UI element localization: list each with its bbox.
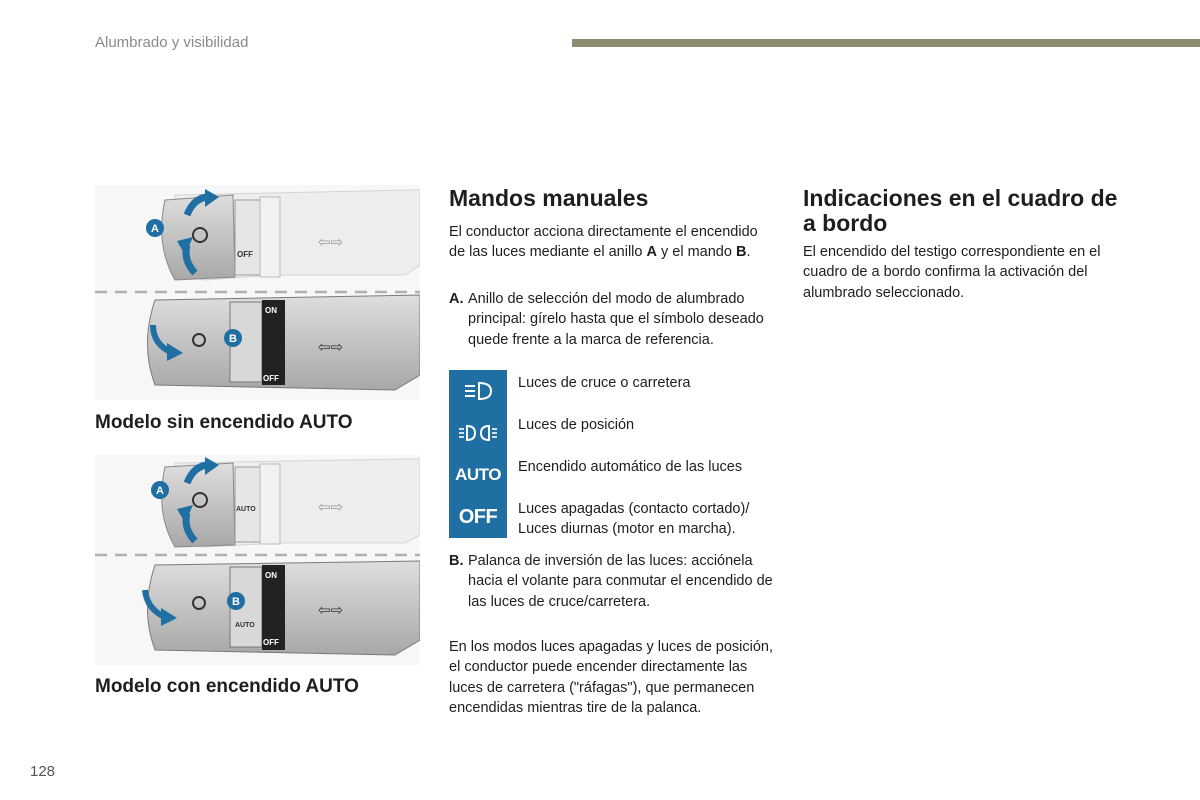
legend-row-off [449,496,763,540]
legend-text-off: Luces apagadas (contacto cortado)/ Luces diurnas (motor en marcha). [518,501,750,538]
off-icon [449,496,507,538]
legend-row-dipped-main [449,370,768,412]
callout-a-label: A [156,485,164,497]
svg-text:⇦⇨: ⇦⇨ [318,601,344,619]
figure-stalk-with-auto [95,455,420,665]
intro-text-3: . [746,244,751,261]
legend-text-dipped-main: Luces de cruce o carretera [518,375,691,391]
svg-text:⇦⇨: ⇦⇨ [318,338,344,356]
intro-text-1: El conductor acciona directamente el encendido de las luces mediante el anillo [449,224,758,261]
figure-stalk-without-auto [95,185,420,400]
switch-off-label: OFF [263,374,279,383]
footer-paragraph: En los modos luces apagadas y luces de posición, el conductor puede encender directamente las luces de carretera ("ráfagas"), que permanecen encendidas mientras tire de la palanca. [449,639,774,716]
ring-auto-label: AUTO [236,506,256,513]
dipped-main-beam-icon [449,370,507,412]
item-b-label: B. [449,553,464,569]
callout-a-label: A [151,223,159,235]
ring-off-label: OFF [237,250,253,259]
callout-b-label: B [229,333,237,345]
item-b-text: Palanca de inversión de las luces: acciónela hacia el volante para conmutar el encendido de las luces de cruce/carretera. [468,553,773,610]
off-icon-label: OFF [458,505,498,528]
legend-row-auto [449,454,768,496]
intro-ring-ref: A [646,244,657,261]
item-a-text: Anillo de selección del modo de alumbrado principal: gírelo hasta que el símbolo deseado quede frente a la marca de referencia. [468,291,764,348]
callout-b-label: B [232,596,240,608]
item-b [449,551,774,612]
legend-text-sidelights: Luces de posición [518,417,635,433]
switch-on-label: ON [265,571,277,580]
switch-on-label: ON [265,306,277,315]
figure-caption-without-auto: Modelo sin encendido AUTO [95,412,353,433]
switch-off-label: OFF [263,638,279,647]
legend-row-sidelights [449,412,768,454]
section-header: Alumbrado y visibilidad [95,34,249,51]
header-bar [572,39,1200,47]
manual-controls-intro [449,222,769,263]
dashboard-indications-title: Indicaciones en el cuadro de a bordo [803,185,1118,236]
intro-text-2: y el mando [656,244,736,261]
page-number: 128 [30,763,56,780]
ring-auto-label-lower: AUTO [235,622,255,629]
item-a-label: A. [449,291,464,307]
intro-lever-ref: B [735,244,747,261]
sidelights-icon [449,412,507,454]
item-a [449,289,771,350]
auto-icon-label: AUTO [455,465,501,484]
dashboard-indications-text: El encendido del testigo correspondiente en el cuadro de a bordo confirma la activación del alumbrado seleccionado. [803,244,1101,301]
svg-text:⇦⇨: ⇦⇨ [318,498,344,516]
auto-icon [449,454,507,496]
legend-text-auto: Encendido automático de las luces [518,459,743,475]
manual-controls-title: Mandos manuales [449,185,649,211]
svg-text:⇦⇨: ⇦⇨ [318,233,344,251]
figure-caption-with-auto: Modelo con encendido AUTO [95,676,359,697]
